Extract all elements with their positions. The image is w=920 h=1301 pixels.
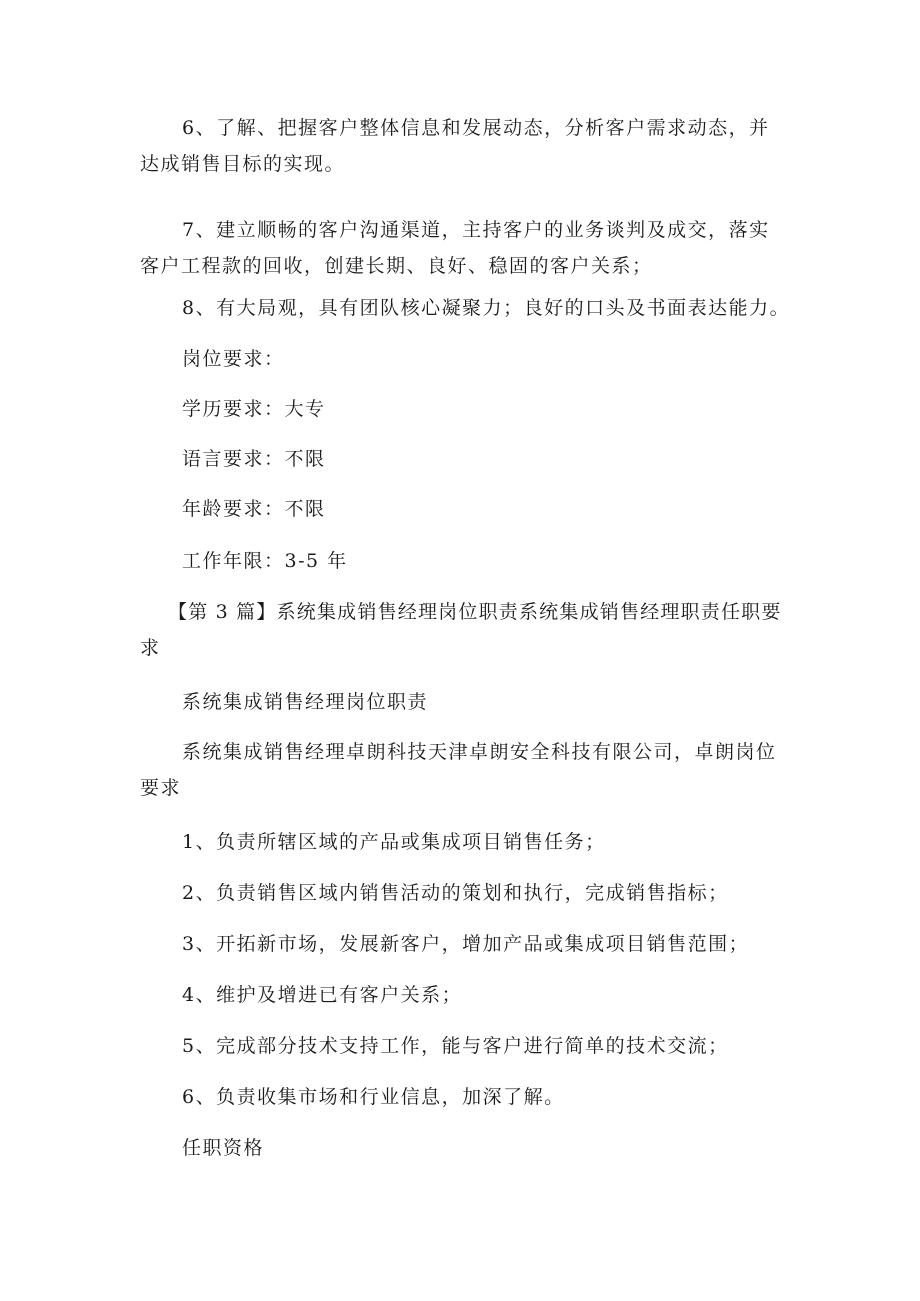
responsibility-6: 6、负责收集市场和行业信息，加深了解。 bbox=[182, 1086, 565, 1108]
paragraph-duty-6: 6、了解、把握客户整体信息和发展动态，分析客户需求动态，并达成销售目标的实现。 bbox=[140, 117, 770, 175]
age-requirement: 年龄要求：不限 bbox=[182, 498, 326, 520]
company-paragraph: 系统集成销售经理卓朗科技天津卓朗安全科技有限公司，卓朗岗位要求 bbox=[140, 741, 777, 799]
qualifications-heading: 任职资格 bbox=[182, 1137, 265, 1159]
paragraph-duty-8: 8、有大局观，具有团队核心凝聚力；良好的口头及书面表达能力。 bbox=[182, 297, 791, 319]
section-3-heading: 【第 3 篇】系统集成销售经理岗位职责系统集成销售经理职责任职要求 bbox=[140, 601, 782, 659]
responsibility-3: 3、开拓新市场，发展新客户，增加产品或集成项目销售范围； bbox=[182, 933, 750, 955]
responsibility-5: 5、完成部分技术支持工作，能与客户进行简单的技术交流； bbox=[182, 1035, 729, 1057]
subsection-title: 系统集成销售经理岗位职责 bbox=[182, 691, 429, 713]
paragraph-duty-7: 7、建立顺畅的客户沟通渠道，主持客户的业务谈判及成交，落实客户工程款的回收，创建长期、良好、稳固的客户关系； bbox=[140, 219, 770, 277]
experience-requirement: 工作年限：3-5 年 bbox=[182, 550, 348, 572]
responsibility-1: 1、负责所辖区域的产品或集成项目销售任务； bbox=[182, 831, 606, 853]
requirements-heading: 岗位要求： bbox=[182, 348, 285, 370]
education-requirement: 学历要求：大专 bbox=[182, 398, 326, 420]
responsibility-2: 2、负责销售区域内销售活动的策划和执行，完成销售指标； bbox=[182, 882, 729, 904]
responsibility-4: 4、维护及增进已有客户关系； bbox=[182, 984, 463, 1006]
language-requirement: 语言要求：不限 bbox=[182, 448, 326, 470]
